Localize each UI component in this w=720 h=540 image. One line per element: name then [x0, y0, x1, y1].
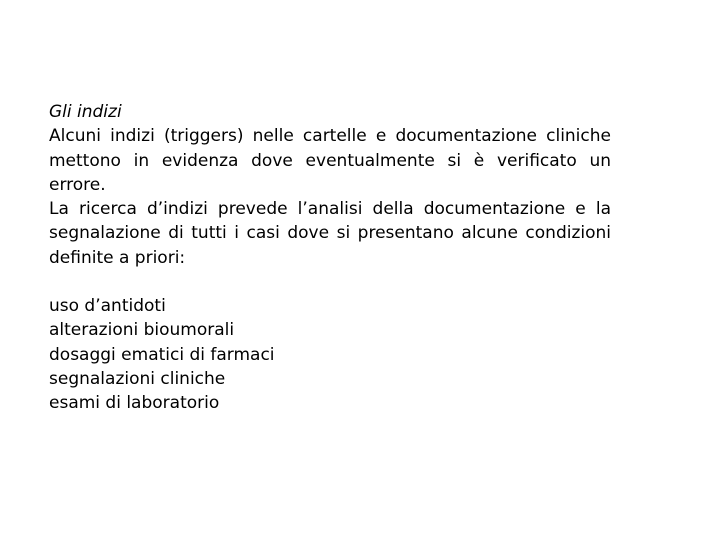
- spacer: [49, 270, 611, 294]
- paragraph-search: La ricerca d’indizi prevede l’analisi della documentazione e la segnalazione di tutti i casi dove si presentano alcune condizioni definite a priori:: [49, 199, 611, 268]
- slide-title: Gli indizi: [49, 102, 122, 122]
- list-item: esami di laboratorio: [49, 393, 220, 414]
- list-item: dosaggi ematici di farmaci: [49, 344, 275, 365]
- slide-content: [49, 100, 611, 416]
- paragraph-triggers: Alcuni indizi (triggers) nelle cartelle e documentazione cliniche mettono in evidenza dove eventualmente si è verificato un errore.: [49, 126, 611, 195]
- conditions-list: [49, 294, 611, 415]
- list-item: segnalazioni cliniche: [49, 368, 226, 389]
- list-item: uso d’antidoti: [49, 296, 166, 317]
- list-item: alterazioni bioumorali: [49, 320, 235, 341]
